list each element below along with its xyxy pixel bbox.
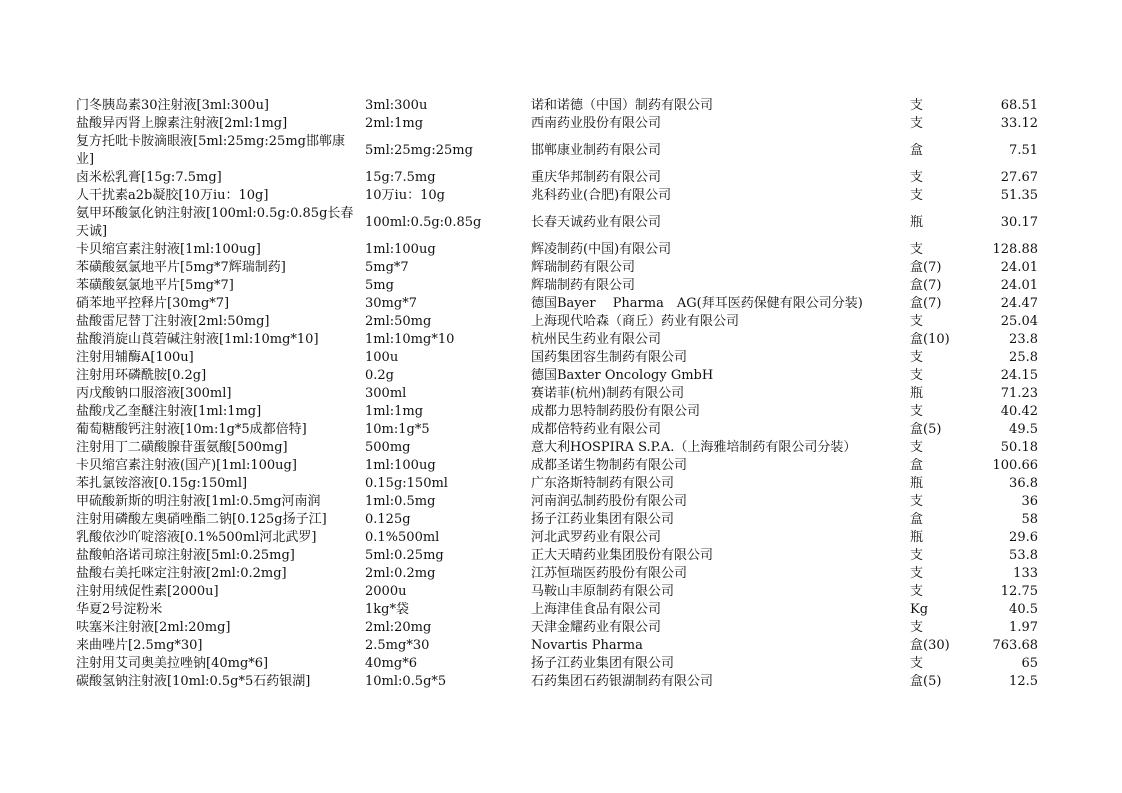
table-row (76, 133, 1046, 169)
unit-cell: 支 (910, 98, 924, 113)
price-cell: 25.04 (1000, 314, 1038, 329)
drug-name-cell: 来曲唑片[2.5mg*30] (76, 638, 203, 653)
manufacturer-cell: 诺和诺德（中国）制药有限公司 (531, 98, 714, 113)
price-cell: 24.15 (1000, 368, 1038, 383)
unit-cell: 盒 (910, 143, 924, 158)
table-row (76, 421, 1046, 439)
manufacturer-cell: 扬子江药业集团有限公司 (531, 656, 675, 671)
spec-cell: 1ml:1mg (365, 404, 424, 419)
spec-cell: 5mg (365, 278, 394, 293)
manufacturer-cell: 江苏恒瑞医药股份有限公司 (531, 566, 688, 581)
manufacturer-cell: 赛诺菲(杭州)制药有限公司 (531, 386, 685, 401)
drug-name-cell: 人干扰素a2b凝胶[10万iu：10g] (76, 188, 269, 203)
table-row (76, 439, 1046, 457)
drug-name-cell: 注射用绒促性素[2000u] (76, 584, 219, 599)
price-cell: 36.8 (1009, 476, 1038, 491)
table-row (76, 349, 1046, 367)
spec-cell: 2ml:50mg (365, 314, 432, 329)
table-row (76, 601, 1046, 619)
manufacturer-cell: 兆科药业(合肥)有限公司 (531, 188, 672, 203)
manufacturer-cell: 广东洛斯特制药有限公司 (531, 476, 675, 491)
drug-name-cell: 门冬胰岛素30注射液[3ml:300u] (76, 98, 270, 113)
drug-name-cell: 乳酸依沙吖啶溶液[0.1%500ml河北武罗] (76, 530, 317, 545)
price-cell: 25.8 (1009, 350, 1038, 365)
table-row (76, 457, 1046, 475)
unit-cell: 支 (910, 584, 924, 599)
table-row (76, 367, 1046, 385)
spec-cell: 1ml:100ug (365, 458, 436, 473)
manufacturer-cell: 成都圣诺生物制药有限公司 (531, 458, 688, 473)
price-cell: 49.5 (1009, 422, 1038, 437)
table-row (76, 259, 1046, 277)
manufacturer-cell: 河南润弘制药股份有限公司 (531, 494, 688, 509)
manufacturer-cell: 长春天诚药业有限公司 (531, 215, 662, 230)
table-row (76, 529, 1046, 547)
price-cell: 133 (1013, 566, 1038, 581)
drug-name-cell: 盐酸异丙肾上腺素注射液[2ml:1mg] (76, 116, 288, 131)
price-cell: 68.51 (1000, 98, 1038, 113)
manufacturer-cell: 德国Baxter Oncology GmbH (531, 368, 714, 383)
spec-cell: 2ml:1mg (365, 116, 424, 131)
drug-name-cell: 华夏2号淀粉米 (76, 602, 163, 617)
manufacturer-cell: 上海津佳食品有限公司 (531, 602, 662, 617)
table-row (76, 295, 1046, 313)
drug-name-cell: 盐酸消旋山莨菪碱注射液[1ml:10mg*10] (76, 332, 319, 347)
spec-cell: 1ml:100ug (365, 242, 436, 257)
unit-cell: 支 (910, 350, 924, 365)
unit-cell: 支 (910, 368, 924, 383)
spec-cell: 0.125g (365, 512, 411, 527)
manufacturer-cell: 杭州民生药业有限公司 (531, 332, 662, 347)
manufacturer-cell: 天津金耀药业有限公司 (531, 620, 662, 635)
unit-cell: 支 (910, 170, 924, 185)
unit-cell: Kg (910, 602, 929, 617)
drug-name-cell: 注射用环磷酰胺[0.2g] (76, 368, 207, 383)
table-row (76, 115, 1046, 133)
unit-cell: 支 (910, 494, 924, 509)
unit-cell: 盒(5) (910, 674, 942, 689)
spec-cell: 1kg*袋 (365, 602, 409, 617)
unit-cell: 支 (910, 566, 924, 581)
unit-cell: 盒(10) (910, 332, 950, 347)
drug-name-cell: 呋塞米注射液[2ml:20mg] (76, 620, 231, 635)
unit-cell: 盒 (910, 512, 924, 527)
drug-name-cell: 卤米松乳膏[15g:7.5mg] (76, 170, 222, 185)
drug-name-cell: 氨甲环酸氯化钠注射液[100ml:0.5g:0.85g长春天诚] (76, 206, 354, 239)
drug-name-cell: 卡贝缩宫素注射液(国产)[1ml:100ug] (76, 458, 297, 473)
drug-name-cell: 苯扎氯铵溶液[0.15g:150ml] (76, 476, 248, 491)
drug-name-cell: 注射用艾司奥美拉唑钠[40mg*6] (76, 656, 269, 671)
drug-name-cell: 葡萄糖酸钙注射液[10m:1g*5成都倍特] (76, 422, 307, 437)
table-row (76, 565, 1046, 583)
spec-cell: 2000u (365, 584, 407, 599)
price-cell: 40.42 (1000, 404, 1038, 419)
drug-name-cell: 注射用丁二磺酸腺苷蛋氨酸[500mg] (76, 440, 288, 455)
spec-cell: 2ml:20mg (365, 620, 432, 635)
manufacturer-cell: 德国Bayer Pharma AG(拜耳医药保健有限公司分装) (531, 296, 863, 311)
unit-cell: 支 (910, 440, 924, 455)
table-row (76, 97, 1046, 115)
drug-name-cell: 丙戊酸钠口服溶液[300ml] (76, 386, 232, 401)
unit-cell: 瓶 (910, 476, 924, 491)
manufacturer-cell: 辉凌制药(中国)有限公司 (531, 242, 672, 257)
price-cell: 128.88 (992, 242, 1038, 257)
drug-name-cell: 复方托吡卡胺滴眼液[5ml:25mg:25mg邯郸康业] (76, 134, 345, 167)
unit-cell: 支 (910, 242, 924, 257)
price-cell: 24.47 (1000, 296, 1038, 311)
price-cell: 7.51 (1009, 143, 1038, 158)
price-cell: 51.35 (1000, 188, 1038, 203)
spec-cell: 500mg (365, 440, 411, 455)
table-row (76, 313, 1046, 331)
table-row (76, 241, 1046, 259)
price-cell: 30.17 (1000, 215, 1038, 230)
manufacturer-cell: 上海现代哈森（商丘）药业有限公司 (531, 314, 740, 329)
spec-cell: 3ml:300u (365, 98, 428, 113)
manufacturer-cell: 成都力思特制药股份有限公司 (531, 404, 701, 419)
price-cell: 50.18 (1000, 440, 1038, 455)
spec-cell: 100ml:0.5g:0.85g (365, 215, 482, 230)
spec-cell: 0.1%500ml (365, 530, 440, 545)
price-cell: 27.67 (1000, 170, 1038, 185)
table-row (76, 511, 1046, 529)
price-cell: 33.12 (1000, 116, 1038, 131)
table-row (76, 493, 1046, 511)
drug-name-cell: 注射用辅酶A[100u] (76, 350, 194, 365)
spec-cell: 300ml (365, 386, 407, 401)
price-cell: 23.8 (1009, 332, 1038, 347)
table-row (76, 655, 1046, 673)
price-cell: 100.66 (992, 458, 1038, 473)
drug-name-cell: 盐酸帕洛诺司琼注射液[5ml:0.25mg] (76, 548, 295, 563)
price-cell: 71.23 (1000, 386, 1038, 401)
price-cell: 24.01 (1000, 260, 1038, 275)
table-row (76, 385, 1046, 403)
manufacturer-cell: 扬子江药业集团有限公司 (531, 512, 675, 527)
table-row (76, 331, 1046, 349)
manufacturer-cell: Novartis Pharma (531, 638, 643, 653)
manufacturer-cell: 马鞍山丰原制药有限公司 (531, 584, 675, 599)
price-cell: 12.5 (1009, 674, 1038, 689)
manufacturer-cell: 国药集团容生制药有限公司 (531, 350, 688, 365)
table-row (76, 403, 1046, 421)
price-cell: 40.5 (1009, 602, 1038, 617)
spec-cell: 0.2g (365, 368, 394, 383)
table-row (76, 637, 1046, 655)
drug-name-cell: 注射用磷酸左奥硝唑酯二钠[0.125g扬子江] (76, 512, 327, 527)
table-row (76, 583, 1046, 601)
price-cell: 58 (1021, 512, 1038, 527)
unit-cell: 盒(7) (910, 260, 942, 275)
price-cell: 12.75 (1000, 584, 1038, 599)
spec-cell: 0.15g:150ml (365, 476, 448, 491)
spec-cell: 30mg*7 (365, 296, 417, 311)
table-row (76, 277, 1046, 295)
table-row (76, 673, 1046, 691)
spec-cell: 2.5mg*30 (365, 638, 430, 653)
unit-cell: 盒 (910, 458, 924, 473)
table-row (76, 169, 1046, 187)
price-cell: 1.97 (1009, 620, 1038, 635)
manufacturer-cell: 辉瑞制药有限公司 (531, 260, 636, 275)
unit-cell: 瓶 (910, 530, 924, 545)
price-cell: 65 (1021, 656, 1038, 671)
drug-name-cell: 苯磺酸氨氯地平片[5mg*7辉瑞制药] (76, 260, 286, 275)
drug-name-cell: 硝苯地平控释片[30mg*7] (76, 296, 230, 311)
drug-name-cell: 甲硫酸新斯的明注射液[1ml:0.5mg河南润 (76, 494, 321, 509)
drug-name-cell: 盐酸右美托咪定注射液[2ml:0.2mg] (76, 566, 287, 581)
unit-cell: 支 (910, 404, 924, 419)
unit-cell: 盒(7) (910, 278, 942, 293)
price-cell: 24.01 (1000, 278, 1038, 293)
unit-cell: 盒(7) (910, 296, 942, 311)
spec-cell: 15g:7.5mg (365, 170, 436, 185)
spec-cell: 1ml:0.5mg (365, 494, 436, 509)
drug-name-cell: 盐酸雷尼替丁注射液[2ml:50mg] (76, 314, 270, 329)
price-cell: 53.8 (1009, 548, 1038, 563)
manufacturer-cell: 西南药业股份有限公司 (531, 116, 662, 131)
unit-cell: 支 (910, 656, 924, 671)
table-row (76, 187, 1046, 205)
drug-name-cell: 苯磺酸氨氯地平片[5mg*7] (76, 278, 234, 293)
spec-cell: 10万iu：10g (365, 188, 445, 203)
unit-cell: 支 (910, 188, 924, 203)
unit-cell: 支 (910, 548, 924, 563)
spec-cell: 1ml:10mg*10 (365, 332, 455, 347)
spec-cell: 2ml:0.2mg (365, 566, 436, 581)
spec-cell: 5mg*7 (365, 260, 409, 275)
unit-cell: 支 (910, 314, 924, 329)
table-row (76, 475, 1046, 493)
unit-cell: 盒(5) (910, 422, 942, 437)
unit-cell: 盒(30) (910, 638, 950, 653)
manufacturer-cell: 正大天晴药业集团股份有限公司 (531, 548, 714, 563)
manufacturer-cell: 意大利HOSPIRA S.P.A.（上海雅培制药有限公司分装） (531, 440, 857, 455)
price-cell: 763.68 (992, 638, 1038, 653)
manufacturer-cell: 石药集团石药银湖制药有限公司 (531, 674, 714, 689)
manufacturer-cell: 邯郸康业制药有限公司 (531, 143, 662, 158)
drug-name-cell: 盐酸戊乙奎醚注射液[1ml:1mg] (76, 404, 262, 419)
spec-cell: 100u (365, 350, 399, 365)
manufacturer-cell: 成都倍特药业有限公司 (531, 422, 662, 437)
price-cell: 29.6 (1009, 530, 1038, 545)
manufacturer-cell: 辉瑞制药有限公司 (531, 278, 636, 293)
spec-cell: 5ml:25mg:25mg (365, 143, 473, 158)
spec-cell: 5ml:0.25mg (365, 548, 444, 563)
unit-cell: 瓶 (910, 386, 924, 401)
drug-name-cell: 碳酸氢钠注射液[10ml:0.5g*5石药银湖] (76, 674, 311, 689)
table-row (76, 547, 1046, 565)
drug-name-cell: 卡贝缩宫素注射液[1ml:100ug] (76, 242, 261, 257)
unit-cell: 支 (910, 620, 924, 635)
spec-cell: 10m:1g*5 (365, 422, 430, 437)
unit-cell: 瓶 (910, 215, 924, 230)
price-cell: 36 (1021, 494, 1038, 509)
table-row (76, 619, 1046, 637)
spec-cell: 10ml:0.5g*5 (365, 674, 447, 689)
manufacturer-cell: 河北武罗药业有限公司 (531, 530, 662, 545)
table-row (76, 205, 1046, 241)
spec-cell: 40mg*6 (365, 656, 417, 671)
unit-cell: 支 (910, 116, 924, 131)
manufacturer-cell: 重庆华邦制药有限公司 (531, 170, 662, 185)
